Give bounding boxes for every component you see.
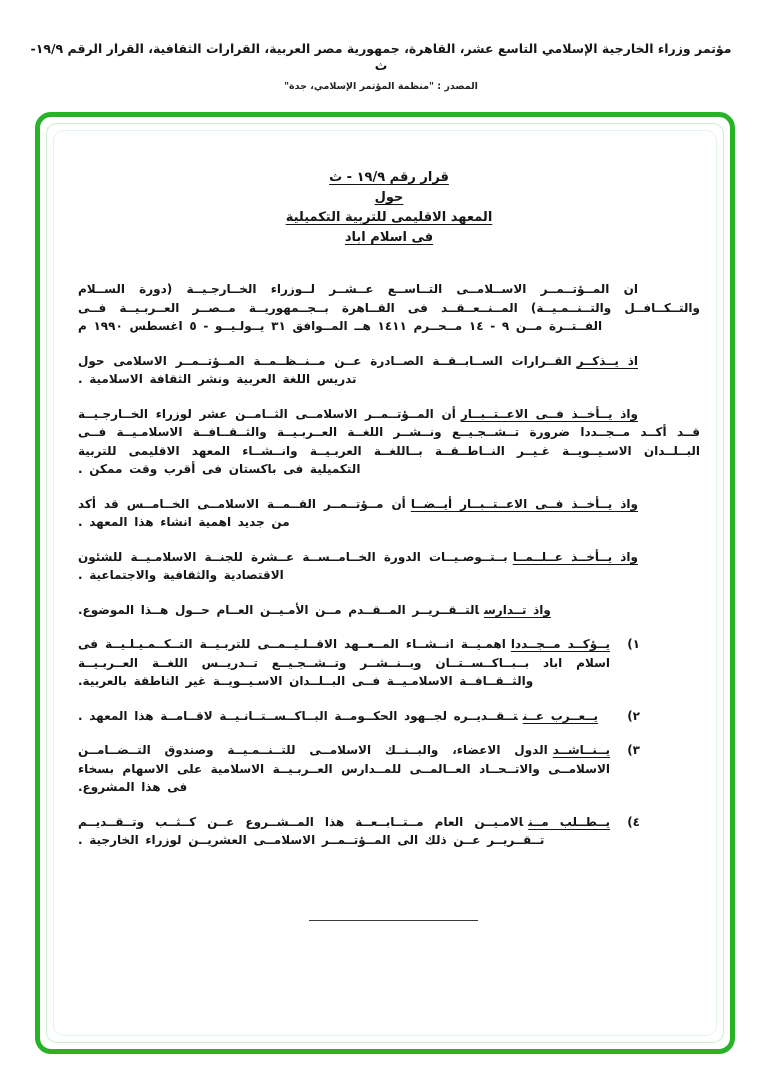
item-text: الدول الاعضاء، والبــنــك الاسلامــى للتــنــمـيــة وصندوق التــضــامــن الاسلامــى والاتــحــاد العــالمــى للمــدارس العــربـيــة الاسلامية على الاسهام بسخاء فى هذا المشروع. [78, 743, 610, 794]
paragraph-text: أن مــؤتــمــر القــمــة الاسلامــى الخــامــس قد أكد من جديد اهمية انشاء هذا المعهد . [78, 496, 406, 529]
paragraph-lead: واذ تــدارس [484, 602, 551, 617]
resolution-title [78, 168, 700, 248]
item-number: ٢) [627, 708, 640, 723]
list-item-3 [78, 741, 640, 797]
title-line-about: حول [374, 190, 404, 205]
paragraph-recalling [78, 352, 700, 389]
paragraph-lead: واذ يــأخــذ فــى الاعــتــبــار أيــضــا [410, 496, 639, 511]
paragraph-text: ان المــؤتــمــر الاســلامــى التــاســع عــشــر لــوزراء الخــارجـيــة (دورة الســلام والتــكــافــل والتــنــمـيــة) المــنــعــقــد فى القــاهرة بــجــمهوريــة مــصــر العــربـيــة فــى الفــتــرة مــن ٩ - ١٤ مــحــرم ١٤١١ هــ المــوافق ٣١ يــولـيــو - ٥ اغسطس ١٩٩٠ م [78, 282, 700, 333]
header-title: مؤتمر وزراء الخارجية الإسلامي التاسع عشر، القاهرة، جمهورية مصر العربية، القرارات الثقافية، القرار الرقم ١٩/٩-ث [30, 41, 732, 73]
paragraph-text: أن المــؤتــمــر الاسلامــى الثــامــن عشر لوزراء الخــارجـيــة قــد أكــد مــجــددا ضرورة تــشــجـيــع ونــشــر اللغــة العــربـيــة والثــقــافــة الاسلامـيــة فــى البــلــدان الاسـيــويــة غـيــر النــاطــقــة بــاللغــة العربـيــة وانــشــاء المعهد الاقليمى للتربية التكميلية فى باكستان فى أقرب وقت ممكن . [78, 406, 700, 476]
signature-line [309, 920, 478, 921]
document-header [30, 40, 732, 92]
title-line-number: قرار رقم ١٩/٩ - ث [329, 170, 449, 185]
item-lead: يــنــاشــد [552, 743, 610, 757]
item-number: ٤) [627, 814, 640, 829]
item-text: تــقــديــره لجــهود الحكــومــة البــاكــســتــانـيــة لاقــامــة هذا المعهد . [78, 708, 518, 723]
title-line-institute: المعهد الاقليمى للتربية التكميلية [285, 210, 493, 225]
item-text: الامـيــن العام مــتــابــعــة هذا المــشــروع عــن كــثــب وتــقــديــم تــقــريــر عــن ذلك الى المــؤتــمــر الاسلامــى العشريــن لوزراء الخارجية . [78, 814, 545, 847]
paragraph-lead: واذ يــأخــذ فــى الاعــتــبــار [460, 406, 639, 421]
resolution-items-list [78, 635, 700, 850]
paragraph-lead: واذ يــأخــذ عــلــمــا [512, 549, 639, 564]
list-item-2 [78, 707, 640, 726]
paragraph-taking-note [78, 548, 700, 585]
paragraph-text: بــتــوصـيــات الدورة الخــامــســة عــشرة للجنــة الاسلامـيــة للشئون الاقتصادية والثقافية والاجتماعية . [78, 549, 508, 582]
list-item-4 [78, 813, 640, 850]
paragraph-lead: اذ يــذكــر [576, 353, 638, 368]
item-text: اهمـيــة انــشــاء المــعــهد الاقــلـيــمــى للتربـيــة التــكــمـيـلـيــة فى اسلام اباد بــبــاكــســتــان وبــنــشــر وتــشــجـيــع تــدريــس اللغــة العــربـيــة والثــقــافــة الاسلامـيــة فــى البــلــدان الاسـيــويــة غير الناطقة بالعربية. [78, 637, 610, 688]
document-body [78, 168, 700, 866]
paragraph-considering [78, 405, 700, 479]
item-lead: يــطــلب مــن [528, 814, 610, 829]
paragraph-text: التــقــريــر المــقــدم مــن الأمـيــن العــام حــول هــذا الموضوع. [78, 602, 479, 617]
paragraph-text: القــرارات الســابــقــة الصــادرة عــن مــنــظــمــة المــؤتــمــر الاسلامى حول تدريس اللغة العربية ونشر الثقافة الاسلامية . [78, 353, 572, 386]
paragraph-having-studied [78, 601, 700, 620]
header-source-line: المصدر : "منظمة المؤتمر الإسلامي، جدة" [284, 81, 478, 92]
list-item-1 [78, 635, 640, 691]
title-line-city: فى اسلام اباد [344, 230, 434, 245]
item-lead: يــعــرب عــن [522, 708, 598, 723]
paragraph-preamble [78, 280, 700, 336]
item-number: ١) [627, 637, 640, 651]
paragraph-considering-also [78, 495, 700, 532]
item-number: ٣) [627, 743, 640, 757]
item-lead: يــؤكــد مــجــددا [510, 637, 610, 651]
